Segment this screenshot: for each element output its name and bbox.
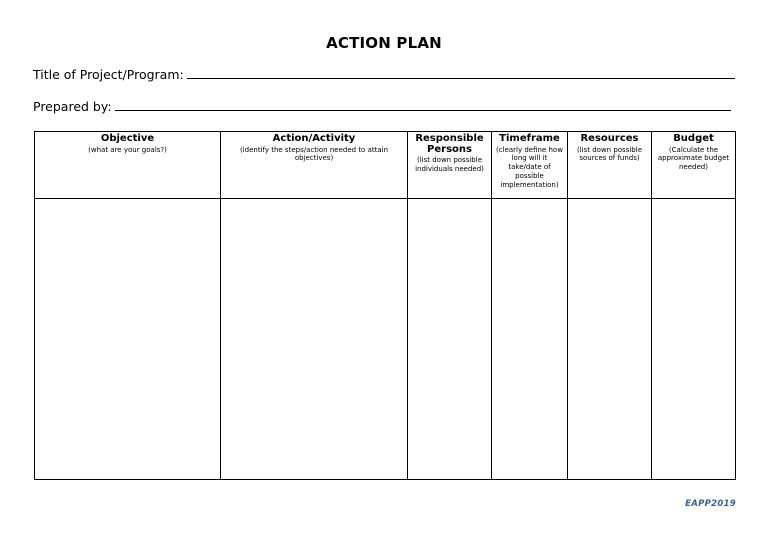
- action-plan-table: [34, 131, 736, 480]
- footer-watermark: EAPP2019: [685, 499, 736, 509]
- header-responsible-title: Responsible Persons: [415, 133, 484, 155]
- header-timeframe-title: Timeframe: [499, 133, 560, 144]
- cell-responsible-persons[interactable]: [408, 199, 492, 480]
- table-header-row: [35, 132, 736, 199]
- project-title-field: [33, 67, 735, 82]
- header-resources-subtitle: (list down possible sources of funds): [576, 145, 642, 163]
- header-action-subtitle: (identify the steps/action needed to attain objectives): [239, 145, 389, 163]
- header-objective-title: Objective: [100, 133, 155, 144]
- cell-objective[interactable]: [35, 199, 221, 480]
- header-objective: [35, 132, 221, 199]
- table-row: [35, 199, 736, 480]
- cell-resources[interactable]: [568, 199, 652, 480]
- cell-timeframe[interactable]: [492, 199, 568, 480]
- project-title-line[interactable]: [187, 77, 735, 79]
- cell-budget[interactable]: [652, 199, 736, 480]
- prepared-by-field: [33, 99, 731, 114]
- header-resources: [568, 132, 652, 199]
- prepared-by-line[interactable]: [115, 109, 731, 111]
- header-action-activity: [221, 132, 408, 199]
- header-responsible-subtitle: (list down possible individuals needed): [415, 156, 484, 173]
- header-budget-subtitle: (Calculate the approximate budget needed): [657, 145, 730, 171]
- project-title-label: Title of Project/Program:: [33, 67, 184, 82]
- header-timeframe-subtitle: (clearly define how long will it take/date of possible implementation): [496, 145, 563, 189]
- cell-action-activity[interactable]: [221, 199, 408, 480]
- page-title: ACTION PLAN: [326, 34, 442, 52]
- header-budget: [652, 132, 736, 199]
- header-objective-subtitle: (what are your goals?): [88, 145, 167, 154]
- header-resources-title: Resources: [580, 133, 639, 144]
- header-budget-title: Budget: [673, 133, 714, 144]
- header-responsible-persons: [408, 132, 492, 199]
- header-timeframe: [492, 132, 568, 199]
- header-action-title: Action/Activity: [272, 133, 356, 144]
- prepared-by-label: Prepared by:: [33, 99, 112, 114]
